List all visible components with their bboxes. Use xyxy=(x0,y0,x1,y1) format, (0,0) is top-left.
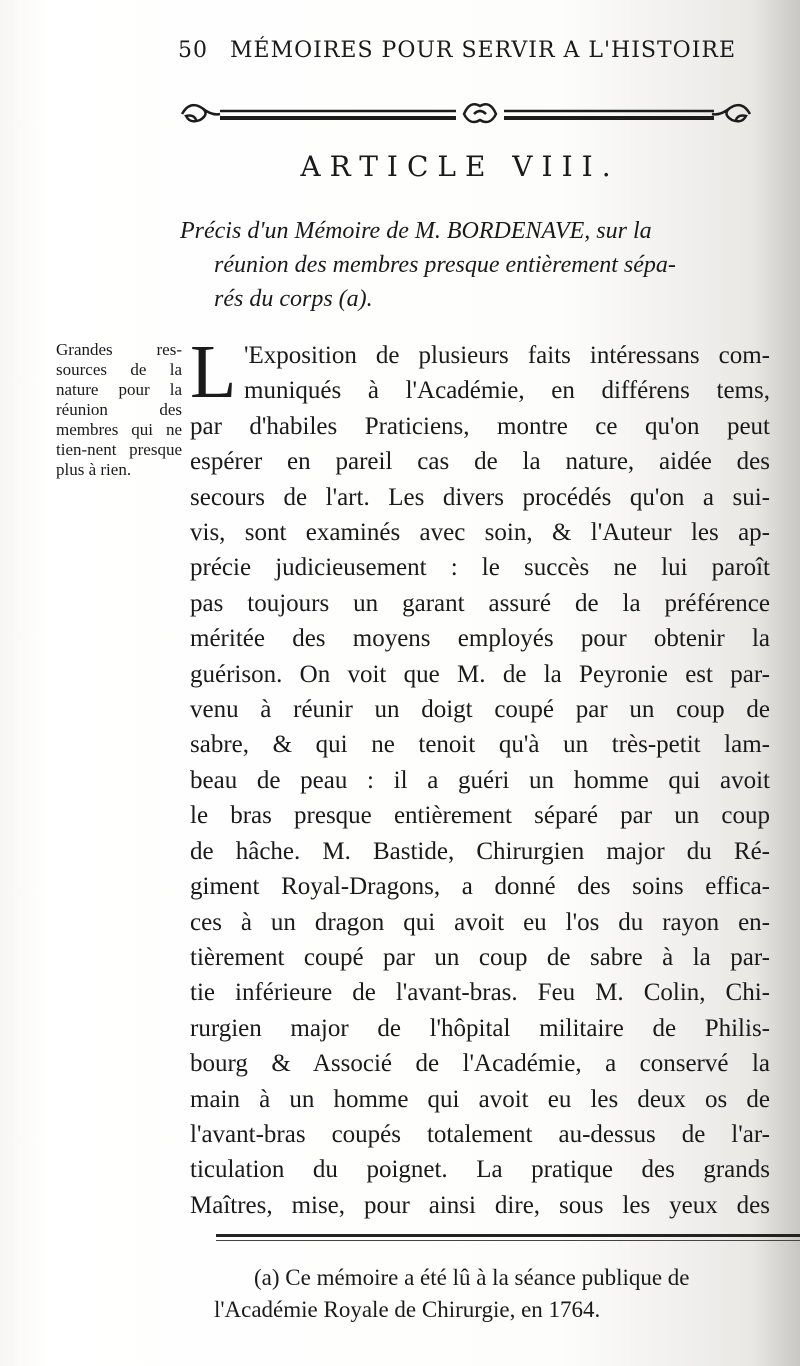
text-line: Maîtres, mise, pour ainsi dire, sous les yeux des xyxy=(190,1191,770,1219)
text-line: 'Exposition de plusieurs faits intéressans com- xyxy=(244,342,770,369)
margin-note: Grandes res-sources de la nature pour la réunion des membres qui ne tien-nent presque plus à rien. xyxy=(56,340,182,479)
drop-cap: L xyxy=(190,330,237,414)
text-line: de hâche. M. Bastide, Chirurgien major du Ré- xyxy=(190,837,770,865)
subtitle-line: Précis d'un Mémoire de M. BORDENAVE, sur la xyxy=(180,218,652,244)
text-line: ces à un dragon qui avoit eu l'os du rayon en- xyxy=(190,908,770,936)
text-line: précie judicieusement : le succès ne lui paroît xyxy=(190,554,770,582)
text-line: ticulation du poignet. La pratique des grands xyxy=(190,1156,770,1184)
running-title: MÉMOIRES POUR SERVIR A L'HISTOIRE xyxy=(230,38,737,63)
text-line: pas toujours un garant assuré de la préférence xyxy=(190,589,770,617)
text-line: secours de l'art. Les divers procédés qu'on a sui- xyxy=(190,483,770,511)
article-subtitle xyxy=(180,214,770,316)
text-line: espérer en pareil cas de la nature, aidée des xyxy=(190,448,770,476)
text-line: main à un homme qui avoit eu les deux os de xyxy=(190,1085,770,1113)
text-line: giment Royal-Dragons, a donné des soins effica- xyxy=(190,873,770,901)
text-line: rurgien major de l'hôpital militaire de Philis- xyxy=(190,1014,770,1042)
footnote-line: (a) Ce mémoire a été lû à la séance publique de xyxy=(254,1265,690,1290)
body-text xyxy=(190,330,770,1223)
page-number: 50 xyxy=(178,38,208,63)
text-line: beau de peau : il a guéri un homme qui avoit xyxy=(190,766,770,794)
text-line: méritée des moyens employés pour obtenir la xyxy=(190,625,770,653)
subtitle-line: réunion des membres presque entièrement sépa- xyxy=(214,252,676,278)
text-line: guérison. On voit que M. de la Peyronie est par- xyxy=(190,660,770,688)
article-title: ARTICLE VIII. xyxy=(300,150,620,183)
text-line: sabre, & qui ne tenoit qu'à un très-petit lam- xyxy=(190,731,770,759)
text-line: muniqués à l'Académie, en différens tems, xyxy=(244,377,770,405)
text-line: bourg & Associé de l'Académie, a conservé la xyxy=(190,1050,770,1078)
ornament-rule xyxy=(174,96,758,136)
footnote-rule xyxy=(216,1234,800,1237)
subtitle-line: rés du corps (a). xyxy=(214,286,373,312)
text-line: tie inférieure de l'avant-bras. Feu M. Colin, Chi- xyxy=(190,979,770,1007)
text-line: venu à réunir un doigt coupé par un coup de xyxy=(190,696,770,724)
text-line: tièrement coupé par un coup de sabre à la par- xyxy=(190,943,770,971)
text-line: vis, sont examinés avec soin, & l'Auteur les ap- xyxy=(190,519,770,547)
text-line: l'avant-bras coupés totalement au-dessus de l'ar- xyxy=(190,1120,770,1148)
footnote-line: l'Académie Royale de Chirurgie, en 1764. xyxy=(214,1297,601,1322)
footnote xyxy=(214,1262,794,1326)
running-head xyxy=(178,38,738,63)
text-line: le bras presque entièrement séparé par un coup xyxy=(190,802,770,830)
text-line: par d'habiles Praticiens, montre ce qu'on peut xyxy=(190,412,770,440)
footnote-rule-thin xyxy=(216,1240,800,1241)
